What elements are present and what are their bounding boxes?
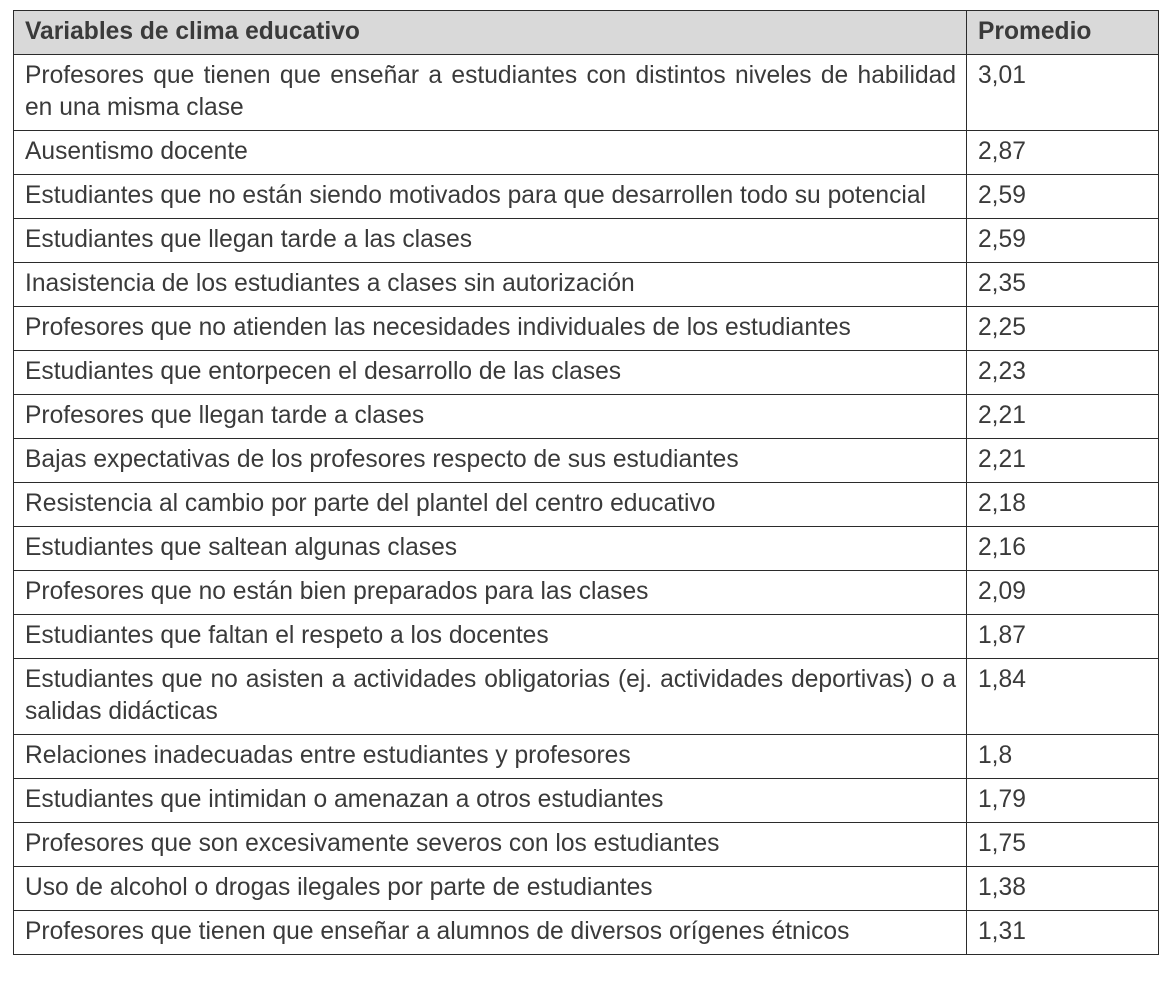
- table-row: [14, 131, 1159, 175]
- variable-cell: Resistencia al cambio por parte del plantel del centro educativo: [14, 483, 967, 527]
- variable-cell: Estudiantes que llegan tarde a las clases: [14, 219, 967, 263]
- average-cell: 1,38: [967, 867, 1159, 911]
- table-row: [14, 823, 1159, 867]
- variable-cell: Inasistencia de los estudiantes a clases sin autorización: [14, 263, 967, 307]
- header-average: Promedio: [967, 11, 1159, 55]
- average-cell: 1,87: [967, 615, 1159, 659]
- variable-cell: Estudiantes que intimidan o amenazan a otros estudiantes: [14, 779, 967, 823]
- variable-cell: Profesores que tienen que enseñar a alumnos de diversos orígenes étnicos: [14, 911, 967, 955]
- variable-cell: Estudiantes que no asisten a actividades obligatorias (ej. actividades deportivas) o a salidas didácticas: [14, 659, 967, 735]
- table-row: [14, 395, 1159, 439]
- header-variables: Variables de clima educativo: [14, 11, 967, 55]
- variable-cell: Uso de alcohol o drogas ilegales por parte de estudiantes: [14, 867, 967, 911]
- average-cell: 2,59: [967, 175, 1159, 219]
- average-cell: 2,87: [967, 131, 1159, 175]
- average-cell: 2,16: [967, 527, 1159, 571]
- average-cell: 3,01: [967, 55, 1159, 131]
- average-cell: 1,84: [967, 659, 1159, 735]
- table-row: [14, 911, 1159, 955]
- variable-cell: Profesores que no atienden las necesidades individuales de los estudiantes: [14, 307, 967, 351]
- variable-cell: Estudiantes que entorpecen el desarrollo de las clases: [14, 351, 967, 395]
- variable-cell: Profesores que no están bien preparados para las clases: [14, 571, 967, 615]
- table-row: [14, 527, 1159, 571]
- variable-cell: Relaciones inadecuadas entre estudiantes y profesores: [14, 735, 967, 779]
- average-cell: 1,8: [967, 735, 1159, 779]
- average-cell: 2,21: [967, 395, 1159, 439]
- average-cell: 2,09: [967, 571, 1159, 615]
- average-cell: 1,79: [967, 779, 1159, 823]
- table-row: [14, 439, 1159, 483]
- table-row: [14, 263, 1159, 307]
- table-row: [14, 219, 1159, 263]
- table-row: [14, 55, 1159, 131]
- table-row: [14, 615, 1159, 659]
- variable-cell: Profesores que son excesivamente severos con los estudiantes: [14, 823, 967, 867]
- average-cell: 2,21: [967, 439, 1159, 483]
- table-row: [14, 307, 1159, 351]
- average-cell: 2,23: [967, 351, 1159, 395]
- average-cell: 2,18: [967, 483, 1159, 527]
- table-row: [14, 867, 1159, 911]
- variable-cell: Ausentismo docente: [14, 131, 967, 175]
- table-header-row: [14, 11, 1159, 55]
- variable-cell: Estudiantes que faltan el respeto a los docentes: [14, 615, 967, 659]
- variable-cell: Profesores que tienen que enseñar a estudiantes con distintos niveles de habilidad en una misma clase: [14, 55, 967, 131]
- table-row: [14, 483, 1159, 527]
- average-cell: 2,59: [967, 219, 1159, 263]
- variable-cell: Estudiantes que no están siendo motivados para que desarrollen todo su potencial: [14, 175, 967, 219]
- variable-cell: Estudiantes que saltean algunas clases: [14, 527, 967, 571]
- table-row: [14, 351, 1159, 395]
- climate-variables-table: [13, 10, 1159, 955]
- table-row: [14, 175, 1159, 219]
- variable-cell: Bajas expectativas de los profesores respecto de sus estudiantes: [14, 439, 967, 483]
- table-row: [14, 659, 1159, 735]
- average-cell: 2,25: [967, 307, 1159, 351]
- table-row: [14, 779, 1159, 823]
- table-row: [14, 571, 1159, 615]
- variable-cell: Profesores que llegan tarde a clases: [14, 395, 967, 439]
- average-cell: 1,75: [967, 823, 1159, 867]
- table-row: [14, 735, 1159, 779]
- average-cell: 1,31: [967, 911, 1159, 955]
- average-cell: 2,35: [967, 263, 1159, 307]
- table-body: [14, 55, 1159, 955]
